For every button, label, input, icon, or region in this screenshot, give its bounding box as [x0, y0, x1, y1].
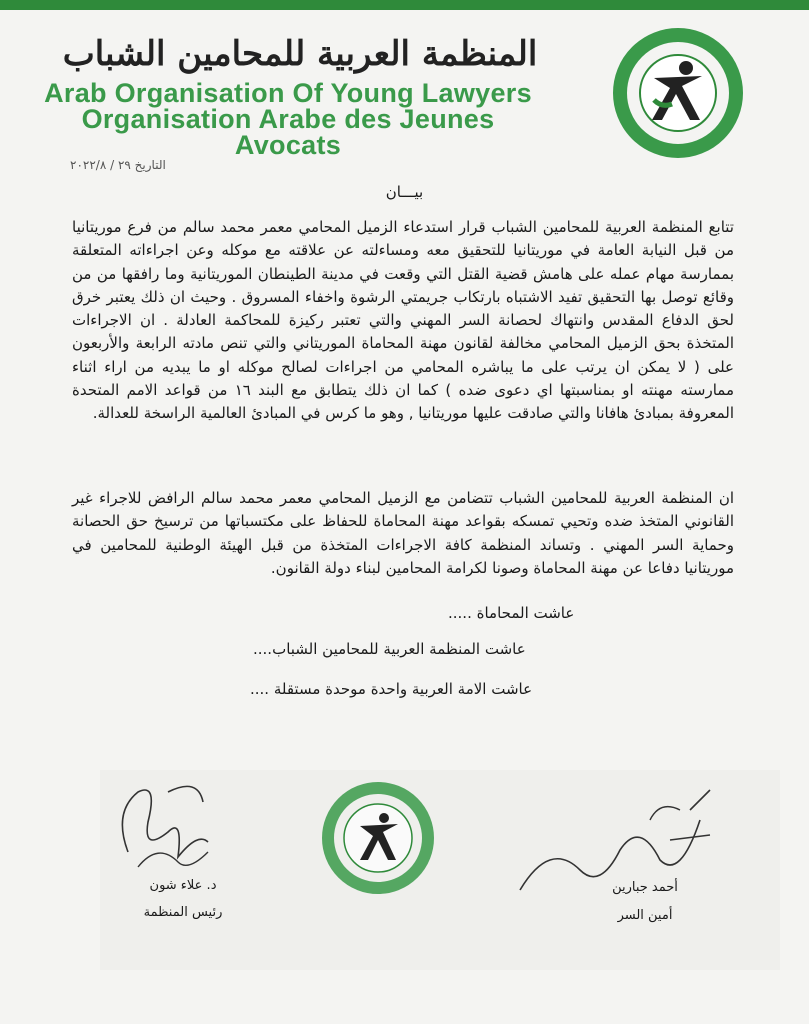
president-name: د. علاء شون — [149, 878, 217, 893]
president-title: رئيس المنظمة — [143, 905, 223, 920]
slogan-2: عاشت المنظمة العربية للمحامين الشباب.... — [253, 640, 526, 658]
document-date: التاريخ ٢٩ / ٢٠٢٢/٨ — [70, 158, 166, 172]
top-color-bar — [0, 0, 809, 10]
president-signature — [108, 772, 228, 882]
org-name-french: Organisation Arabe des Jeunes Avocats — [81, 104, 495, 160]
organization-stamp — [318, 782, 440, 894]
statement-paragraph-2: ان المنظمة العربية للمحامين الشباب تتضامن مع الزميل المحامي معمر محمد سالم الرافض للاجراء غير القانوني المتخذ ضده وتحيي تمسكه بقواعد مهنة المحاماة للحفاظ على مكتسباتها من ترسيخ حق الحصانة وحماية السر المهني . وتساند المنظمة كافة الاجراءات المتخذة من قبل الهيئة الوطنية للمحامين في موريتانيا دفاعا عن مهنة المحاماة وصونا لكرامة المحامين لبناء دولة القانون. — [72, 489, 734, 577]
document-subject: بيـــان — [385, 183, 424, 201]
org-name-english-french — [28, 80, 548, 158]
org-name-english: Arab Organisation Of Young Lawyers — [44, 78, 532, 108]
secretary-title: أمين السر — [617, 908, 673, 923]
slogan-3: عاشت الامة العربية واحدة موحدة مستقلة .... — [250, 680, 533, 698]
slogan-1: عاشت المحاماة ..... — [448, 604, 575, 622]
organization-logo — [602, 28, 754, 158]
statement-paragraph-1: تتابع المنظمة العربية للمحامين الشباب قرار استدعاء الزميل المحامي معمر محمد سالم من فرع موريتانيا من قبل النيابة العامة في موريتانيا للتحقيق معه ومساءلته عن علاقته مع موكله وعن اجراءاته المتعلقة بممارسة مهام عمله على هامش قضية القتل التي وقعت في مدينة الطينطان الموريتانية وما رافقها من من وقائع توصل بها التحقيق تفيد الاشتباه بارتكاب جريمتي الرشوة واخفاء المسروق . وحيث ان ذلك يعتبر خرق لحق الدفاع المقدس وانتهاك لحصانة السر المهني والتي تعتبر ركيزة للمحاكمة العادلة . ان الاجراءات المتخذة بحق الزميل المحامي مخالفة لقانون مهنة المحاماة الموريتاني والتي تنص مادته الرابعة والأربعون على ( لا يمكن ان يرتب على ما يباشره المحامي من اجراءات لصالح موكله او ما يبديه من اراء اثناء ممارسته مهنته او بمناسبتها اي دعوى ضده ) كما ان ذلك يتطابق مع البند ١٦ من قواعد الامم المتحدة المعروفة بمبادئ هافانا والتي صادقت عليها موريتانيا , وهو ما كرس في المبادئ العالمية الراسخة للعدالة. — [72, 218, 734, 423]
org-name-arabic: المنظمة العربية للمحامين الشباب — [62, 34, 538, 74]
secretary-name: أحمد جبارين — [612, 880, 678, 895]
